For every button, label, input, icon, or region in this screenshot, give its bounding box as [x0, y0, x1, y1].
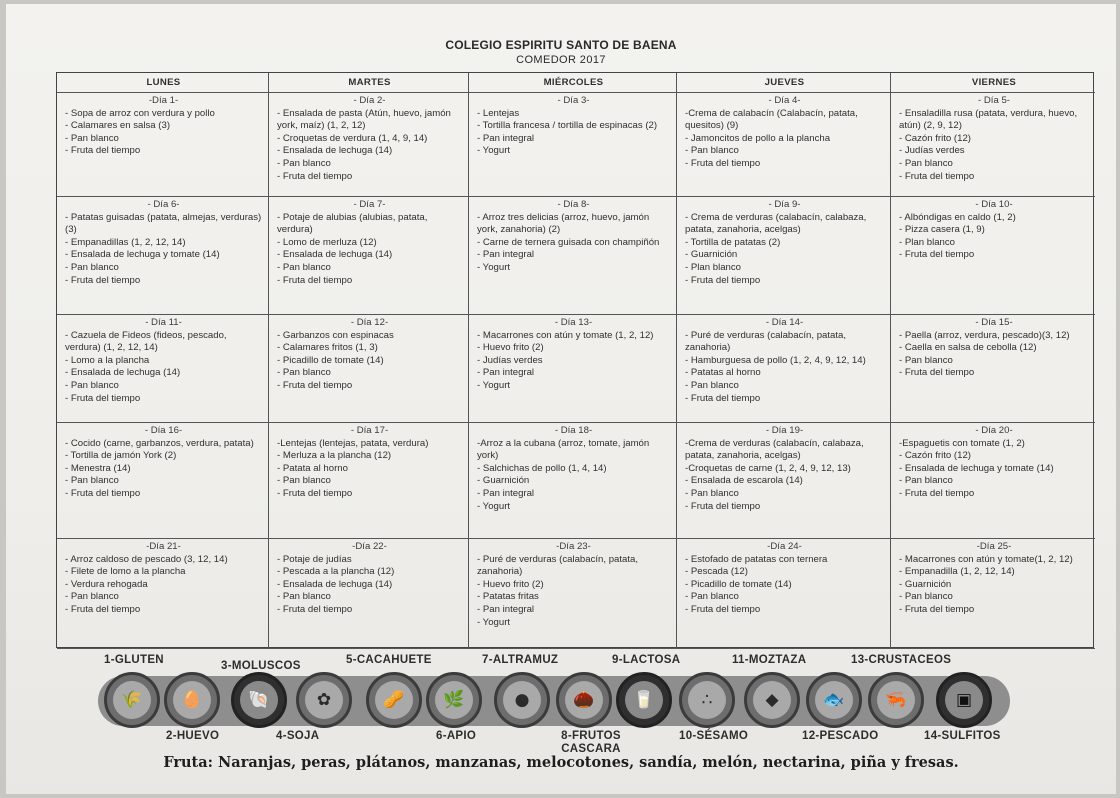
dish-item: - Calamares en salsa (3) — [65, 120, 171, 132]
allergen-glyph: 🌿 — [435, 681, 473, 719]
dish-item: - Ensalada de lechuga (14) — [65, 367, 181, 379]
day-number: -Día 24- — [767, 541, 802, 552]
day-number: - Día 12- — [350, 317, 389, 328]
dish-item: - Pan blanco — [65, 475, 119, 487]
allergen-label: 13-CRUSTACEOS — [851, 654, 952, 666]
dish-item: - Fruta del tiempo — [685, 603, 761, 615]
dish-item: - Fruta del tiempo — [277, 170, 353, 182]
day-number: - Día 6- — [147, 199, 180, 210]
dish-item: - Fruta del tiempo — [65, 392, 141, 404]
dish-item: - Pan blanco — [277, 475, 331, 487]
dish-item: - Pan blanco — [685, 591, 739, 603]
day-number: - Día 9- — [768, 199, 801, 210]
dish-item: - Yogurt — [477, 379, 511, 391]
menu-cell — [891, 93, 1095, 197]
peanut-icon — [366, 672, 422, 728]
dish-item: - Picadillo de tomate (14) — [277, 354, 384, 366]
dish-item: - Fruta del tiempo — [685, 157, 761, 169]
dish-item: - Fruta del tiempo — [899, 170, 975, 182]
dish-item: - Pan blanco — [685, 145, 739, 157]
day-number: - Día 10- — [975, 199, 1013, 210]
allergen-glyph: ◆ — [753, 681, 791, 719]
day-number: - Día 15- — [975, 317, 1013, 328]
dish-item: - Pan blanco — [65, 132, 119, 144]
sulphites-icon — [936, 672, 992, 728]
dish-item: - Fruta del tiempo — [65, 145, 141, 157]
dish-item: - Fruta del tiempo — [685, 500, 761, 512]
shell-icon — [231, 672, 287, 728]
day-header: MARTES — [269, 73, 469, 93]
day-number: - Día 18- — [554, 425, 593, 436]
day-number: -Día 25- — [976, 541, 1012, 552]
dish-item: - Patata al horno — [277, 462, 348, 474]
dish-item: - Ensalada de lechuga y tomate (14) — [65, 249, 220, 261]
dish-item: - Pan blanco — [277, 261, 331, 273]
menu-cell — [57, 315, 269, 423]
dish-item: - Fruta del tiempo — [277, 487, 353, 499]
dish-item: - Pan blanco — [277, 367, 331, 379]
lupin-icon — [494, 672, 550, 728]
dish-item: - Fruta del tiempo — [685, 274, 761, 286]
allergen-label: 4-SOJA — [276, 730, 320, 742]
dish-item: - Cazón frito (12) — [899, 132, 971, 144]
menu-cell — [57, 423, 269, 539]
dish-item: -Lentejas (lentejas, patata, verdura) — [277, 437, 429, 449]
day-number: -Día 23- — [556, 541, 591, 552]
shrimp-icon — [868, 672, 924, 728]
menu-sheet — [6, 4, 1116, 794]
menu-cell — [891, 539, 1095, 649]
nuts-icon — [556, 672, 612, 728]
dish-item: - Pan blanco — [65, 379, 119, 391]
dish-item: - Filete de lomo a la plancha — [65, 566, 186, 578]
dish-item: - Pan blanco — [277, 591, 331, 603]
day-number: - Día 4- — [768, 95, 801, 106]
menu-subtitle: COMEDOR 2017 — [516, 54, 606, 66]
sesame-icon — [679, 672, 735, 728]
wheat-icon — [104, 672, 160, 728]
dish-item: - Fruta del tiempo — [277, 274, 353, 286]
dish-item: - Macarrones con atún y tomate(1, 2, 12) — [899, 553, 1073, 565]
dish-item: - Potaje de alubias (alubias, patata, verdura) — [277, 211, 428, 236]
dish-item: - Fruta del tiempo — [65, 603, 141, 615]
dish-item: - Ensalada de pasta (Atún, huevo, jamón york, maíz) (1, 2, 12) — [277, 107, 451, 132]
school-title: COLEGIO ESPIRITU SANTO DE BAENA — [445, 38, 677, 52]
day-number: - Día 8- — [557, 199, 590, 210]
dish-item: - Pan blanco — [899, 157, 953, 169]
day-number: - Día 16- — [144, 425, 183, 436]
menu-cell — [469, 315, 677, 423]
dish-item: -Croquetas de carne (1, 2, 4, 9, 12, 13) — [685, 462, 851, 474]
dish-item: - Lomo de merluza (12) — [277, 236, 377, 248]
dish-item: - Carne de ternera guisada con champiñón — [477, 236, 660, 248]
dish-item: - Pan blanco — [899, 591, 953, 603]
allergen-label: 8-FRUTOS CASCARA — [561, 730, 621, 755]
dish-item: - Salchichas de pollo (1, 4, 14) — [477, 462, 607, 474]
allergen-glyph: 🥜 — [375, 681, 413, 719]
dish-item: - Pan blanco — [685, 487, 739, 499]
dish-item: - Cocido (carne, garbanzos, verdura, patata) — [65, 437, 254, 449]
egg-icon — [164, 672, 220, 728]
allergen-label: 7-ALTRAMUZ — [482, 654, 559, 666]
dish-item: - Tortilla francesa / tortilla de espinacas (2) — [477, 120, 658, 132]
dish-item: - Pan blanco — [685, 379, 739, 391]
dish-item: - Verdura rehogada — [65, 578, 148, 590]
dish-item: - Ensalada de escarola (14) — [685, 475, 803, 487]
dish-item: - Pan blanco — [899, 354, 953, 366]
day-number: - Día 20- — [975, 425, 1013, 436]
dish-item: - Pan integral — [477, 367, 535, 379]
allergen-glyph: 🌰 — [565, 681, 603, 719]
dish-item: - Pescada a la plancha (12) — [277, 566, 395, 578]
dish-item: - Pescada (12) — [685, 566, 748, 578]
fruit-note: Fruta: Naranjas, peras, plátanos, manzanas, melocotones, sandía, melón, nectarina, piña y fresas. — [163, 754, 959, 771]
dish-item: - Potaje de judías — [277, 553, 352, 565]
dish-item: - Guarnición — [477, 475, 530, 487]
milk-icon — [616, 672, 672, 728]
dish-item: - Plan blanco — [899, 236, 955, 248]
day-number: -Día 21- — [146, 541, 181, 552]
dish-item: - Judías verdes — [899, 145, 965, 157]
allergen-label: 3-MOLUSCOS — [221, 660, 301, 672]
dish-item: - Ensalada de lechuga y tomate (14) — [899, 462, 1054, 474]
dish-item: - Arroz caldoso de pescado (3, 12, 14) — [65, 553, 228, 565]
dish-item: - Pan integral — [477, 249, 535, 261]
allergen-label: 10-SÉSAMO — [679, 730, 749, 742]
dish-item: - Huevo frito (2) — [477, 578, 544, 590]
dish-item: - Caella en salsa de cebolla (12) — [899, 342, 1037, 354]
menu-cell — [269, 315, 469, 423]
allergen-label: 14-SULFITOS — [924, 730, 1001, 742]
dish-item: - Yogurt — [477, 616, 511, 628]
allergen-glyph: ✿ — [305, 681, 343, 719]
dish-item: - Sopa de arroz con verdura y pollo — [65, 107, 215, 119]
dish-item: - Pan blanco — [65, 591, 119, 603]
day-header: MIÉRCOLES — [469, 73, 677, 93]
dish-item: - Yogurt — [477, 145, 511, 157]
allergen-label: 2-HUEVO — [166, 730, 220, 742]
mustard-icon — [744, 672, 800, 728]
allergen-label: 1-GLUTEN — [104, 654, 164, 666]
day-number: - Día 13- — [554, 317, 593, 328]
dish-item: -Crema de calabacín (Calabacín, patata, quesitos) (9) — [685, 107, 858, 132]
menu-cell — [677, 539, 891, 649]
dish-item: - Judías verdes — [477, 354, 543, 366]
soy-icon — [296, 672, 352, 728]
dish-item: - Garbanzos con espinacas — [277, 329, 394, 341]
dish-item: - Guarnición — [899, 578, 952, 590]
allergen-label: 5-CACAHUETE — [346, 654, 432, 666]
dish-item: - Patatas fritas — [477, 591, 539, 603]
day-number: -Día 22- — [352, 541, 387, 552]
dish-item: - Empanadilla (1, 2, 12, 14) — [899, 566, 1015, 578]
dish-item: - Fruta del tiempo — [277, 603, 353, 615]
day-number: - Día 19- — [765, 425, 804, 436]
dish-item: -Arroz a la cubana (arroz, tomate, jamón york) — [477, 437, 650, 462]
menu-cell — [469, 93, 677, 197]
dish-item: - Patatas al horno — [685, 367, 761, 379]
dish-item: - Pan integral — [477, 603, 535, 615]
menu-cell — [677, 315, 891, 423]
dish-item: - Crema de verduras (calabacín, calabaza, patata, zanahoria, acelgas) — [685, 211, 867, 236]
allergen-label: 11-MOZTAZA — [732, 654, 807, 666]
menu-cell — [269, 423, 469, 539]
dish-item: - Merluza a la plancha (12) — [277, 450, 392, 462]
dish-item: - Pan blanco — [899, 475, 953, 487]
menu-cell — [677, 197, 891, 315]
allergen-label: 9-LACTOSA — [612, 654, 681, 666]
dish-item: - Pizza casera (1, 9) — [899, 224, 985, 236]
day-header: LUNES — [57, 73, 269, 93]
dish-item: - Fruta del tiempo — [899, 487, 975, 499]
dish-item: - Paella (arroz, verdura, pescado)(3, 12) — [899, 329, 1070, 341]
day-number: - Día 11- — [145, 317, 182, 328]
dish-item: - Menestra (14) — [65, 462, 131, 474]
dish-item: - Tortilla de jamón York (2) — [65, 450, 177, 462]
dish-item: - Guarnición — [685, 249, 738, 261]
menu-cell — [891, 315, 1095, 423]
dish-item: - Huevo frito (2) — [477, 342, 544, 354]
day-number: -Día 1- — [148, 95, 179, 106]
dish-item: - Estofado de patatas con ternera — [685, 553, 828, 565]
celery-icon — [426, 672, 482, 728]
dish-item: - Jamoncitos de pollo a la plancha — [685, 132, 831, 144]
dish-item: - Patatas guisadas (patata, almejas, verduras) (3) — [65, 211, 262, 236]
dish-item: - Pan blanco — [65, 261, 119, 273]
menu-cell — [269, 539, 469, 649]
menu-cell — [57, 197, 269, 315]
dish-item: - Fruta del tiempo — [685, 392, 761, 404]
menu-cell — [57, 539, 269, 649]
allergen-label: 6-APIO — [436, 730, 477, 742]
dish-item: - Croquetas de verdura (1, 4, 9, 14) — [277, 132, 428, 144]
dish-item: - Ensalada de lechuga (14) — [277, 145, 393, 157]
dish-item: - Fruta del tiempo — [65, 274, 141, 286]
allergen-glyph: ● — [503, 681, 541, 719]
menu-cell — [891, 423, 1095, 539]
dish-item: - Pan integral — [477, 487, 535, 499]
allergen-label: 12-PESCADO — [802, 730, 879, 742]
day-number: - Día 7- — [353, 199, 386, 210]
allergen-glyph: ▣ — [945, 681, 983, 719]
allergen-glyph: 🌾 — [113, 681, 151, 719]
dish-item: - Tortilla de patatas (2) — [685, 236, 781, 248]
dish-item: - Yogurt — [477, 261, 511, 273]
day-number: - Día 14- — [765, 317, 804, 328]
dish-item: - Fruta del tiempo — [899, 249, 975, 261]
dish-item: - Fruta del tiempo — [277, 379, 353, 391]
dish-item: - Pan integral — [477, 132, 535, 144]
menu-cell — [469, 197, 677, 315]
dish-item: - Ensalada de lechuga (14) — [277, 578, 393, 590]
menu-cell — [269, 197, 469, 315]
allergen-glyph: 🦐 — [877, 681, 915, 719]
day-number: - Día 2- — [353, 95, 386, 106]
dish-item: - Fruta del tiempo — [65, 487, 141, 499]
dish-item: - Fruta del tiempo — [899, 367, 975, 379]
dish-item: - Puré de verduras (calabacín, patata, zanahoria) — [685, 329, 847, 354]
allergen-glyph: 🐟 — [815, 681, 853, 719]
dish-item: - Arroz tres delicias (arroz, huevo, jamón york, zanahoria) (2) — [477, 211, 650, 236]
day-number: - Día 17- — [350, 425, 389, 436]
menu-table — [56, 72, 1094, 648]
dish-item: - Albóndigas en caldo (1, 2) — [899, 211, 1016, 223]
dish-item: - Cazuela de Fideos (fideos, pescado, verdura) (1, 2, 12, 14) — [65, 329, 227, 354]
dish-item: - Puré de verduras (calabacín, patata, zanahoria) — [477, 553, 639, 578]
day-header: JUEVES — [677, 73, 891, 93]
dish-item: - Cazón frito (12) — [899, 450, 971, 462]
dish-item: - Macarrones con atún y tomate (1, 2, 12) — [477, 329, 654, 341]
allergen-glyph: 🥚 — [173, 681, 211, 719]
menu-cell — [677, 423, 891, 539]
dish-item: - Picadillo de tomate (14) — [685, 578, 792, 590]
dish-item: - Ensalada de lechuga (14) — [277, 249, 393, 261]
dish-item: - Ensaladilla rusa (patata, verdura, huevo, atún) (2, 9, 12) — [899, 107, 1078, 132]
dish-item: - Fruta del tiempo — [899, 603, 975, 615]
dish-item: - Pan blanco — [277, 157, 331, 169]
allergen-glyph: 🥛 — [625, 681, 663, 719]
fish-icon — [806, 672, 862, 728]
allergen-legend — [6, 654, 1116, 754]
day-number: - Día 5- — [978, 95, 1010, 106]
dish-item: -Crema de verduras (calabacín, calabaza, patata, zanahoria, acelgas) — [685, 437, 864, 462]
menu-cell — [269, 93, 469, 197]
dish-item: - Plan blanco — [685, 261, 741, 273]
menu-cell — [57, 93, 269, 197]
dish-item: - Lomo a la plancha — [65, 354, 150, 366]
dish-item: - Lentejas — [477, 107, 520, 119]
allergen-glyph: 🐚 — [240, 681, 278, 719]
day-header: VIERNES — [891, 73, 1095, 93]
dish-item: - Empanadillas (1, 2, 12, 14) — [65, 236, 186, 248]
dish-item: - Hamburguesa de pollo (1, 2, 4, 9, 12, 14) — [685, 354, 866, 366]
dish-item: -Espaguetis con tomate (1, 2) — [899, 437, 1025, 449]
menu-cell — [677, 93, 891, 197]
menu-cell — [891, 197, 1095, 315]
dish-item: - Calamares fritos (1, 3) — [277, 342, 378, 354]
allergen-glyph: ∴ — [688, 681, 726, 719]
day-number: - Día 3- — [557, 95, 590, 106]
dish-item: - Yogurt — [477, 500, 511, 512]
menu-cell — [469, 539, 677, 649]
menu-cell — [469, 423, 677, 539]
